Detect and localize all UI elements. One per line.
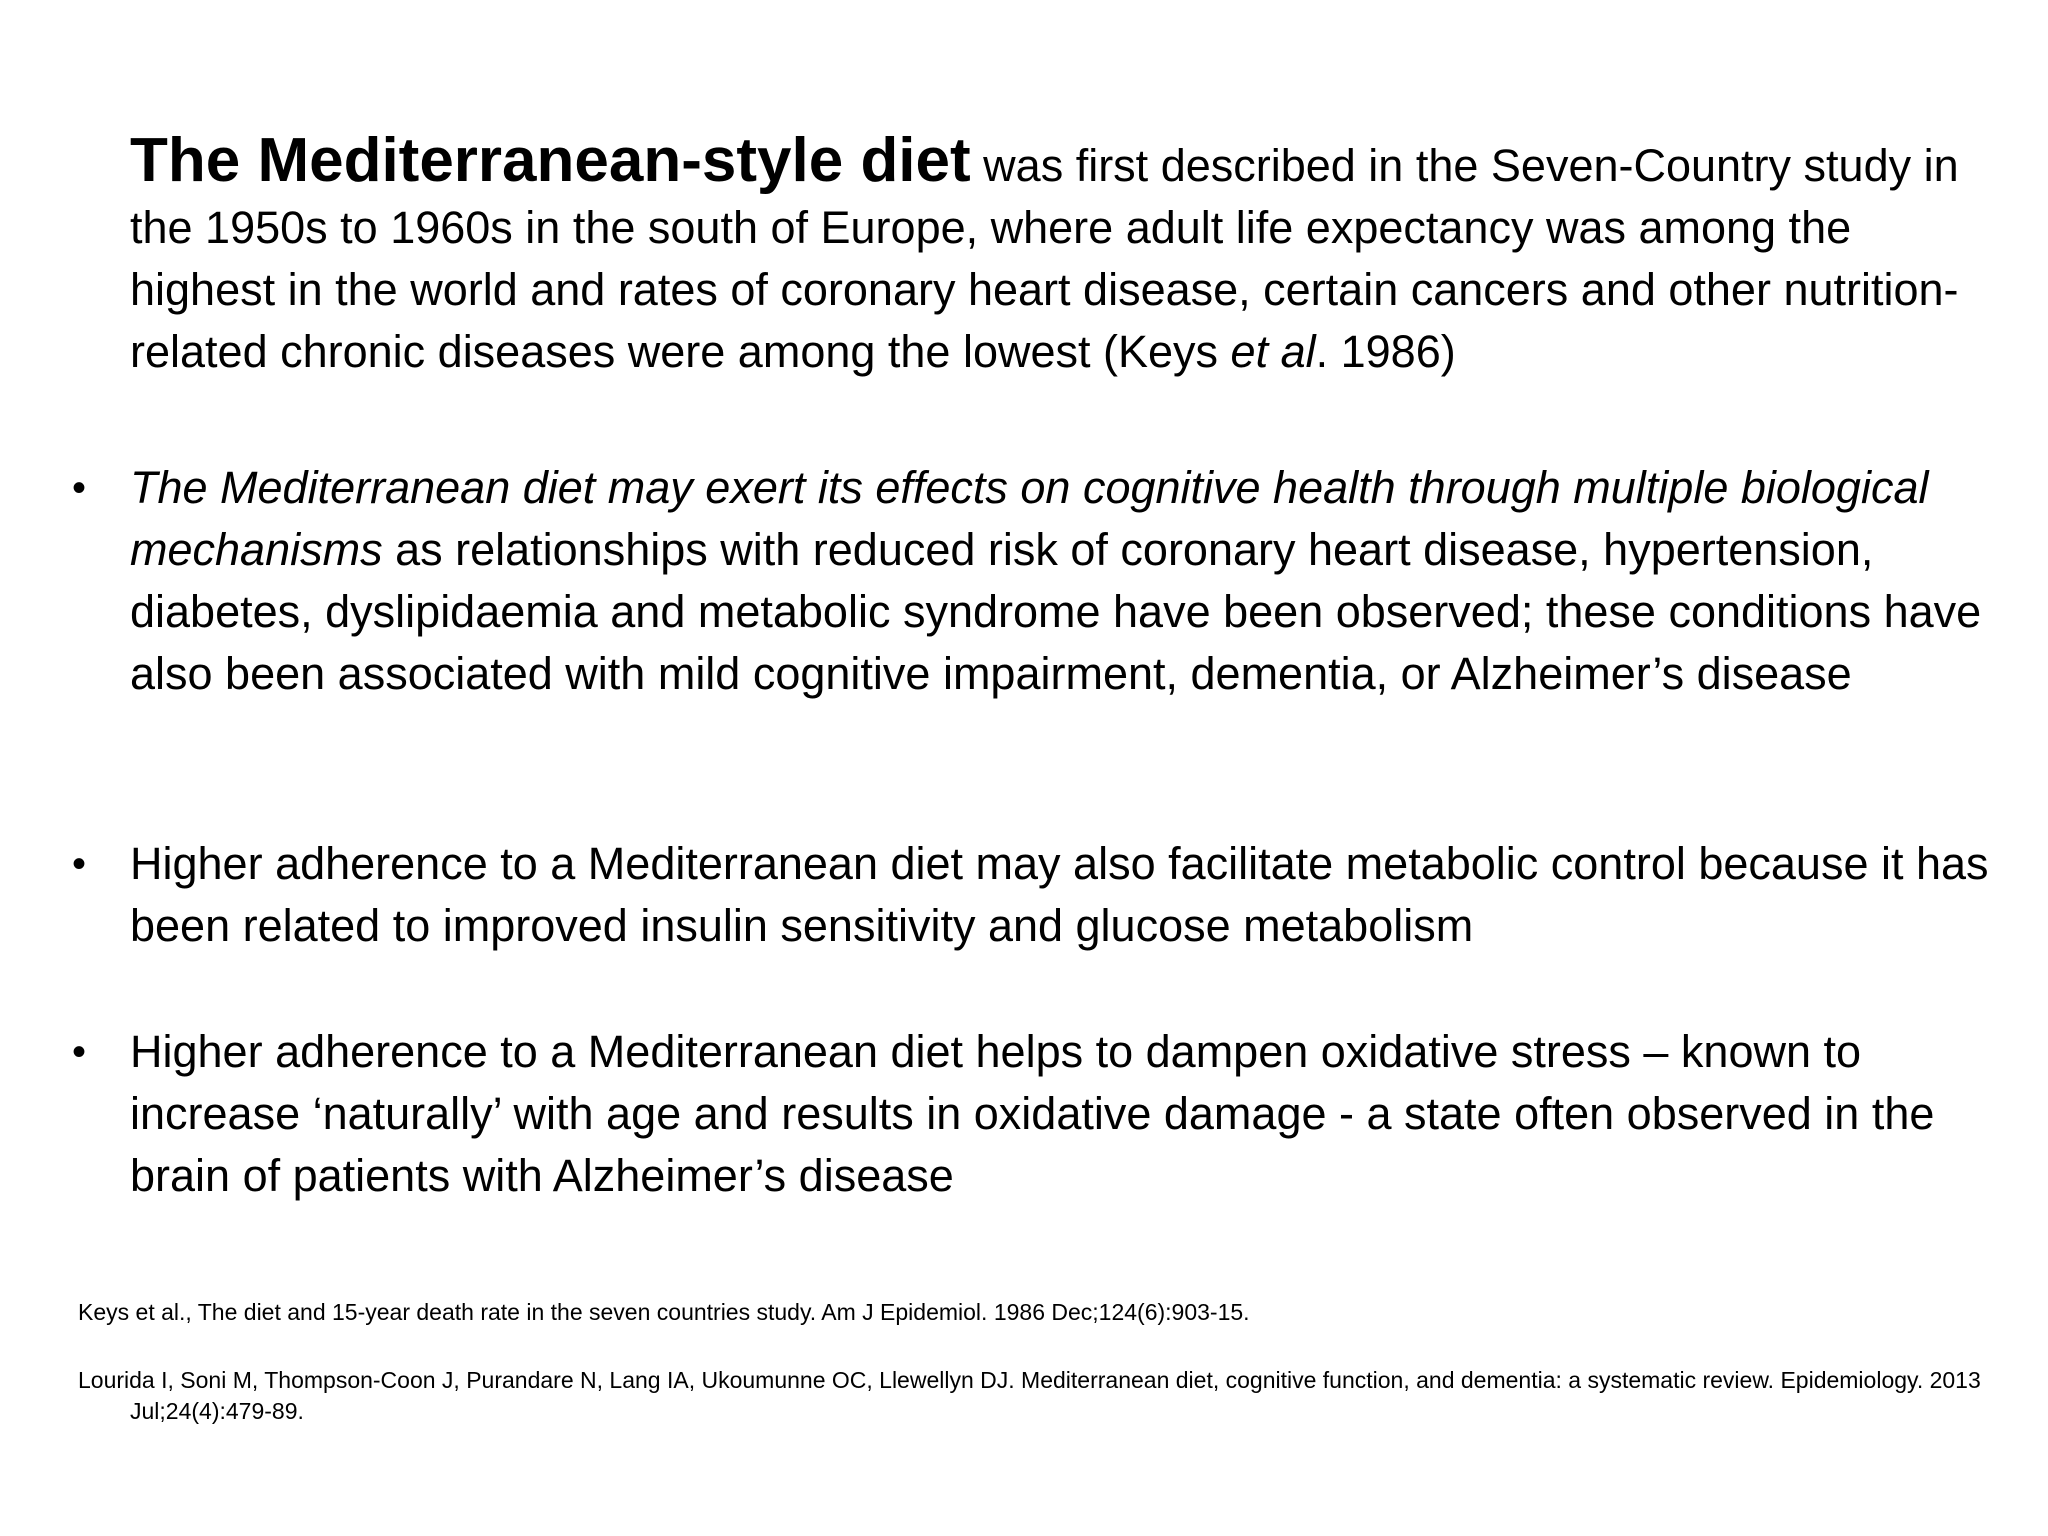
bullet-marker: • (72, 1030, 87, 1074)
bullet-text: as relationships with reduced risk of coronary heart disease, hypertension, diabetes, dyslipidaemia and metabolic syndrome have been observed; these conditions have also been associated with mild cognitive impairment, dementia, or Alzheimer’s disease (130, 524, 1982, 699)
bullet-marker: • (72, 466, 87, 510)
bullet-item (72, 457, 2000, 705)
intro-lead-heading: The Mediterranean-style diet (130, 126, 971, 195)
bullet-text: Higher adherence to a Mediterranean diet may also facilitate metabolic control because it has been related to improved insulin sensitivity and glucose metabolism (130, 838, 1989, 951)
bullet-italic-text: The Mediterranean diet may exert its effects on cognitive health through multiple biological mechanisms (130, 462, 1929, 575)
bullet-marker: • (72, 842, 87, 886)
intro-paragraph (130, 126, 2000, 383)
intro-etal: et al (1230, 326, 1316, 377)
bullet-item (72, 1021, 2000, 1207)
reference-lourida: Lourida I, Soni M, Thompson-Coon J, Purandare N, Lang IA, Ukoumunne OC, Llewellyn DJ. Mediterranean diet, cognitive function, and dementia: a systematic review. Epidemiology. 2013 Jul;24(4):479-89. (78, 1367, 1981, 1424)
bullet-text: Higher adherence to a Mediterranean diet helps to dampen oxidative stress – known to increase ‘naturally’ with age and results in oxidative damage - a state often observed in the brain of patients with Alzheimer’s disease (130, 1026, 1935, 1201)
intro-text: was first described in the Seven-Country study in the 1950s to 1960s in the south of Europe, where adult life expectancy was among the highest in the world and rates of coronary heart disease, certain cancers and other nutrition-related chronic diseases were among the lowest (Keys (130, 140, 1959, 377)
intro-text-end: . 1986) (1315, 326, 1456, 377)
bullet-item (72, 833, 2000, 957)
reference-keys: Keys et al., The diet and 15-year death rate in the seven countries study. Am J Epidemiol. 1986 Dec;124(6):903-15. (78, 1299, 1250, 1325)
